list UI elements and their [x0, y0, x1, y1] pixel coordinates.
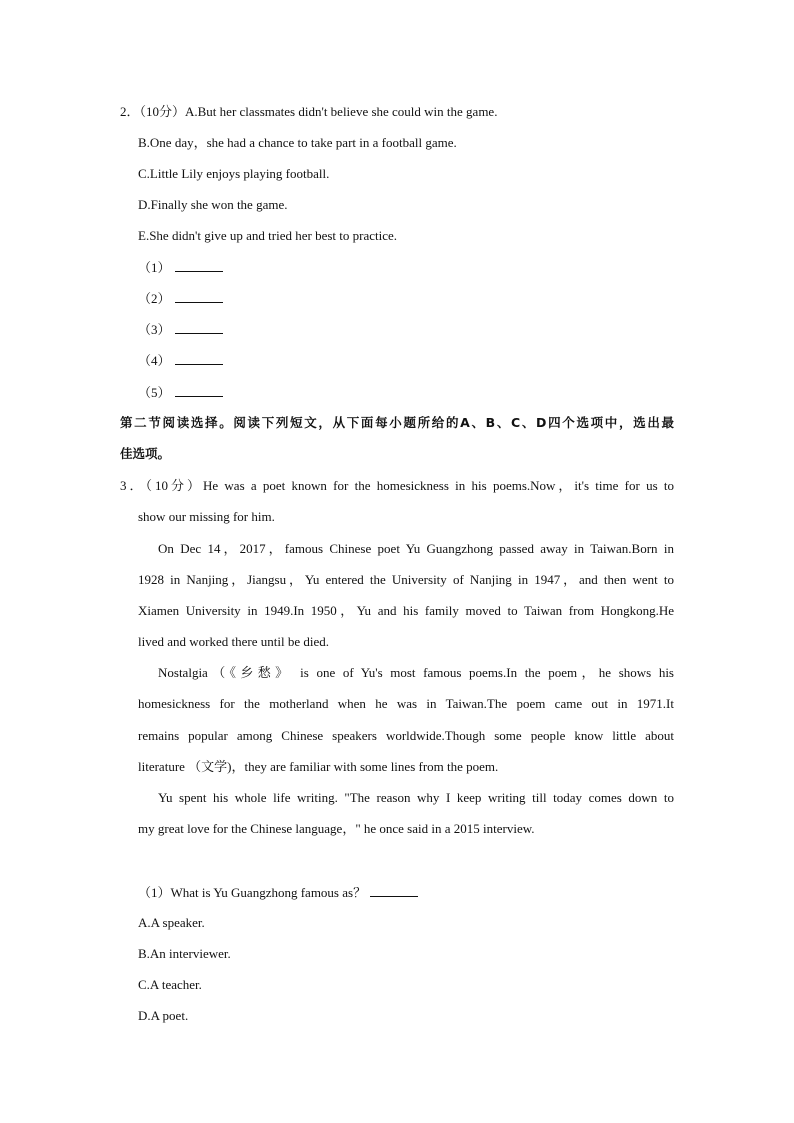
q3-sub1-option-b: B.An interviewer. [138, 946, 231, 961]
q2-blank-5 [138, 382, 223, 403]
q3-para1-line1: On Dec 14，2017，famous Chinese poet Yu Guangzhong passed away in Taiwan.Born in [158, 541, 674, 556]
answer-blank [175, 319, 223, 334]
answer-blank [370, 882, 418, 897]
q2-stem: 2．（10分）A.But her classmates didn't believe she could win the game. [120, 104, 498, 119]
q3-sub1-option-c: C.A teacher. [138, 977, 202, 992]
q3-sub1-option-d: D.A poet. [138, 1008, 189, 1023]
q2-option-e: E.She didn't give up and tried her best to practice. [138, 228, 398, 243]
answer-blank [175, 288, 223, 303]
q3-para2-line1: Nostalgia（《乡愁》 is one of Yu's most famous poems.In the poem，he shows his [158, 665, 674, 680]
answer-blank [175, 257, 223, 272]
q3-para2-line4: literature （文学)，they are familiar with some lines from the poem. [138, 759, 499, 774]
q2-option-c: C.Little Lily enjoys playing football. [138, 166, 330, 181]
q2-blank-2-label: （2） [138, 291, 171, 306]
q3-stem-line1: 3．（10分）He was a poet known for the homesickness in his poems.Now，it's time for us to [120, 478, 674, 493]
q2-blank-3 [138, 319, 223, 340]
q2-option-b: B.One day，she had a chance to take part in a football game. [138, 135, 457, 150]
q3-para3-line2: my great love for the Chinese language，" he once said in a 2015 interview. [138, 821, 535, 836]
q2-blank-5-label: （5） [138, 385, 171, 400]
q3-para1-line4: lived and worked there until be died. [138, 634, 329, 649]
answer-blank [175, 382, 223, 397]
q2-option-d: D.Finally she won the game. [138, 197, 288, 212]
q3-sub1-question-text: （1）What is Yu Guangzhong famous as？ [138, 885, 367, 900]
q3-para2-line3: remains popular among Chinese speakers worldwide.Though some people know little about [138, 728, 674, 743]
q3-stem-line2: show our missing for him. [138, 509, 275, 524]
q2-blank-1-label: （1） [138, 260, 171, 275]
q2-blank-4 [138, 350, 223, 371]
q3-para3-line1: Yu spent his whole life writing. "The reason why I keep writing till today comes down to [158, 790, 674, 805]
q3-para2-line2: homesickness for the motherland when he was in Taiwan.The poem came out in 1971.It [138, 696, 674, 711]
answer-blank [175, 350, 223, 365]
q3-sub1-option-a: A.A speaker. [138, 915, 205, 930]
q2-blank-1 [138, 257, 223, 278]
q3-sub1-question [138, 882, 418, 903]
q3-para1-line3: Xiamen University in 1949.In 1950，Yu and his family moved to Taiwan from Hongkong.He [138, 603, 674, 618]
section2-instruction-line2: 佳选项。 [120, 446, 171, 461]
q2-blank-2 [138, 288, 223, 309]
q3-para1-line2: 1928 in Nanjing，Jiangsu，Yu entered the University of Nanjing in 1947，and then went to [138, 572, 674, 587]
q2-blank-3-label: （3） [138, 322, 171, 337]
q2-blank-4-label: （4） [138, 353, 171, 368]
section2-instruction-line1: 第二节阅读选择。阅读下列短文，从下面每小题所给的A、B、C、D四个选项中，选出最 [120, 415, 674, 430]
